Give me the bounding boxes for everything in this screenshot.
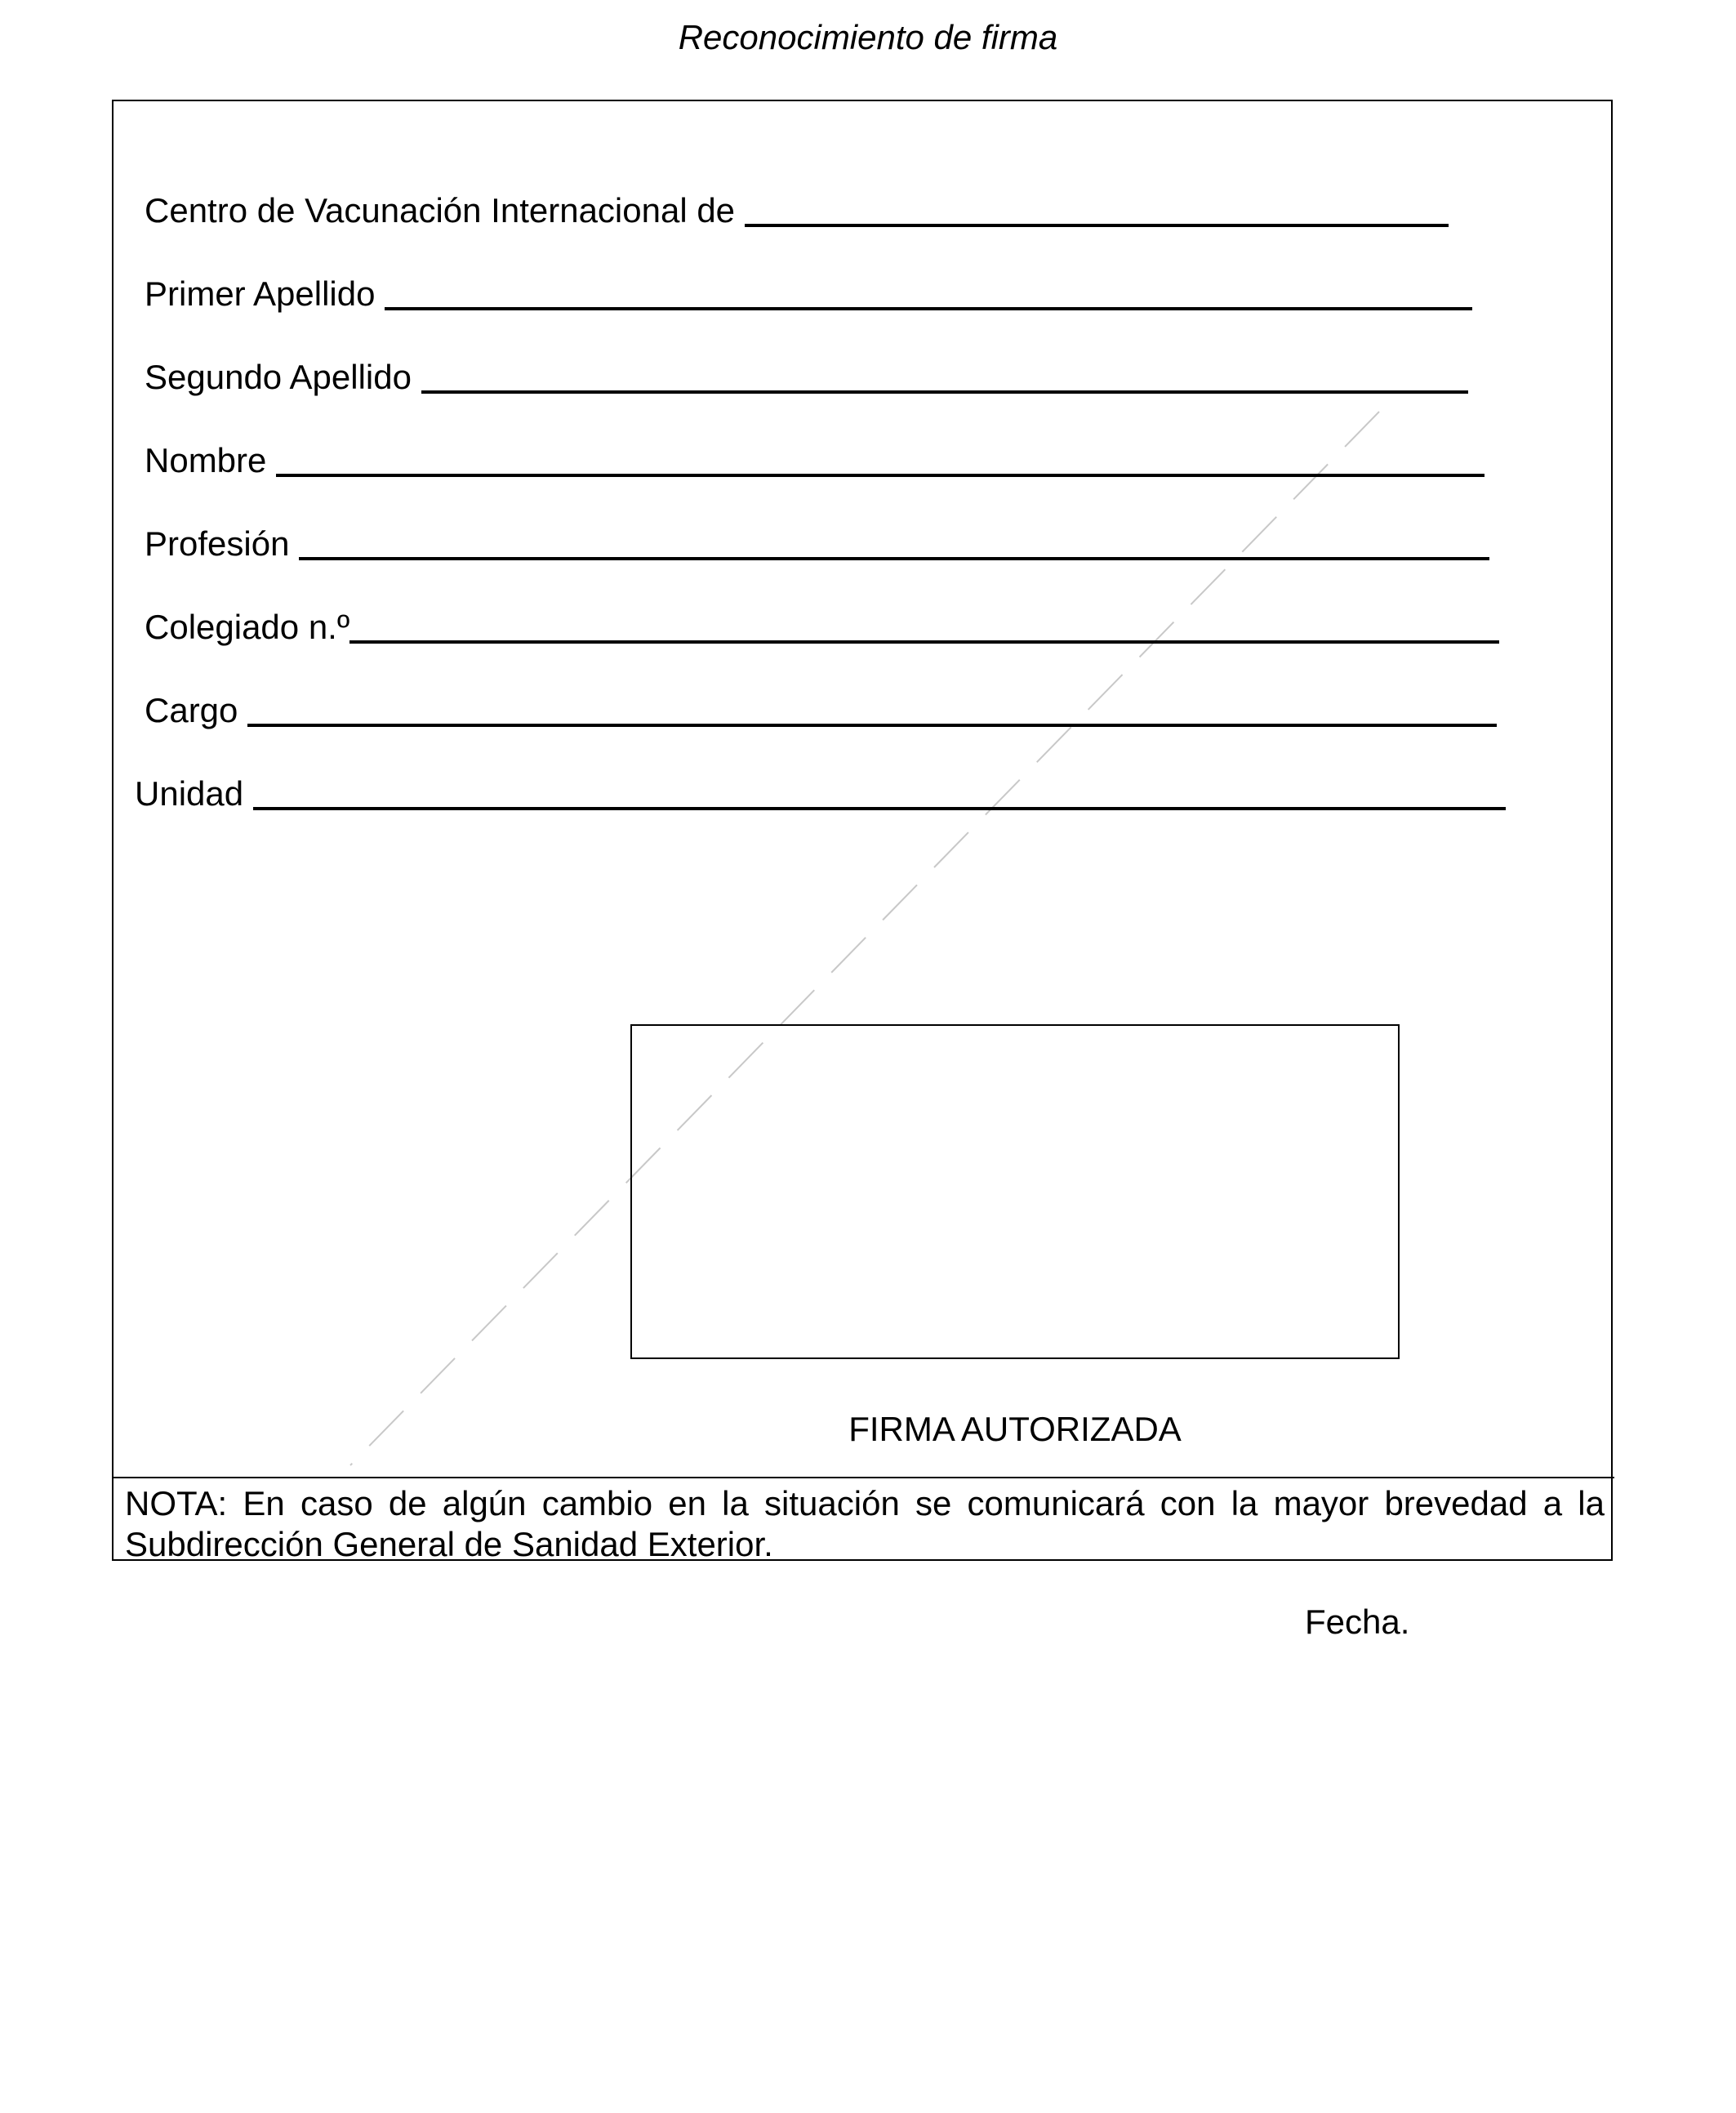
field-label-cargo: Cargo [145,691,248,729]
field-line-cargo[interactable] [247,724,1497,727]
field-row-segundo-apellido [145,350,1598,399]
signature-box[interactable] [630,1024,1400,1359]
field-label-segundo-apellido: Segundo Apellido [145,358,421,396]
field-line-colegiado[interactable] [349,640,1499,644]
field-line-centro[interactable] [745,224,1449,227]
field-line-segundo-apellido[interactable] [421,390,1468,394]
field-row-colegiado [145,600,1598,649]
field-label-primer-apellido: Primer Apellido [145,274,385,313]
field-row-primer-apellido [145,266,1598,315]
field-row-nombre [145,433,1598,482]
date-label: Fecha. [1305,1603,1410,1641]
note-text: NOTA: En caso de algún cambio en la situación se comunicará con la mayor brevedad a la Subdirección General de Sanidad Exterior. [114,1477,1614,1562]
field-label-colegiado: Colegiado n.º [145,608,350,646]
field-label-profesion: Profesión [145,524,300,563]
form-frame [112,100,1613,1561]
field-row-unidad [135,766,1596,815]
signature-caption: FIRMA AUTORIZADA [848,1410,1182,1448]
field-row-centro [145,183,1598,232]
field-line-profesion[interactable] [299,557,1489,560]
field-line-primer-apellido[interactable] [385,307,1472,310]
field-label-centro: Centro de Vacunación Internacional de [145,191,745,230]
field-line-unidad[interactable] [253,807,1506,810]
field-row-cargo [145,683,1598,732]
document-title: Reconocimiento de firma [678,18,1058,56]
field-row-profesion [145,516,1598,565]
field-label-unidad: Unidad [135,774,253,813]
field-label-nombre: Nombre [145,441,277,479]
field-line-nombre[interactable] [276,474,1485,477]
